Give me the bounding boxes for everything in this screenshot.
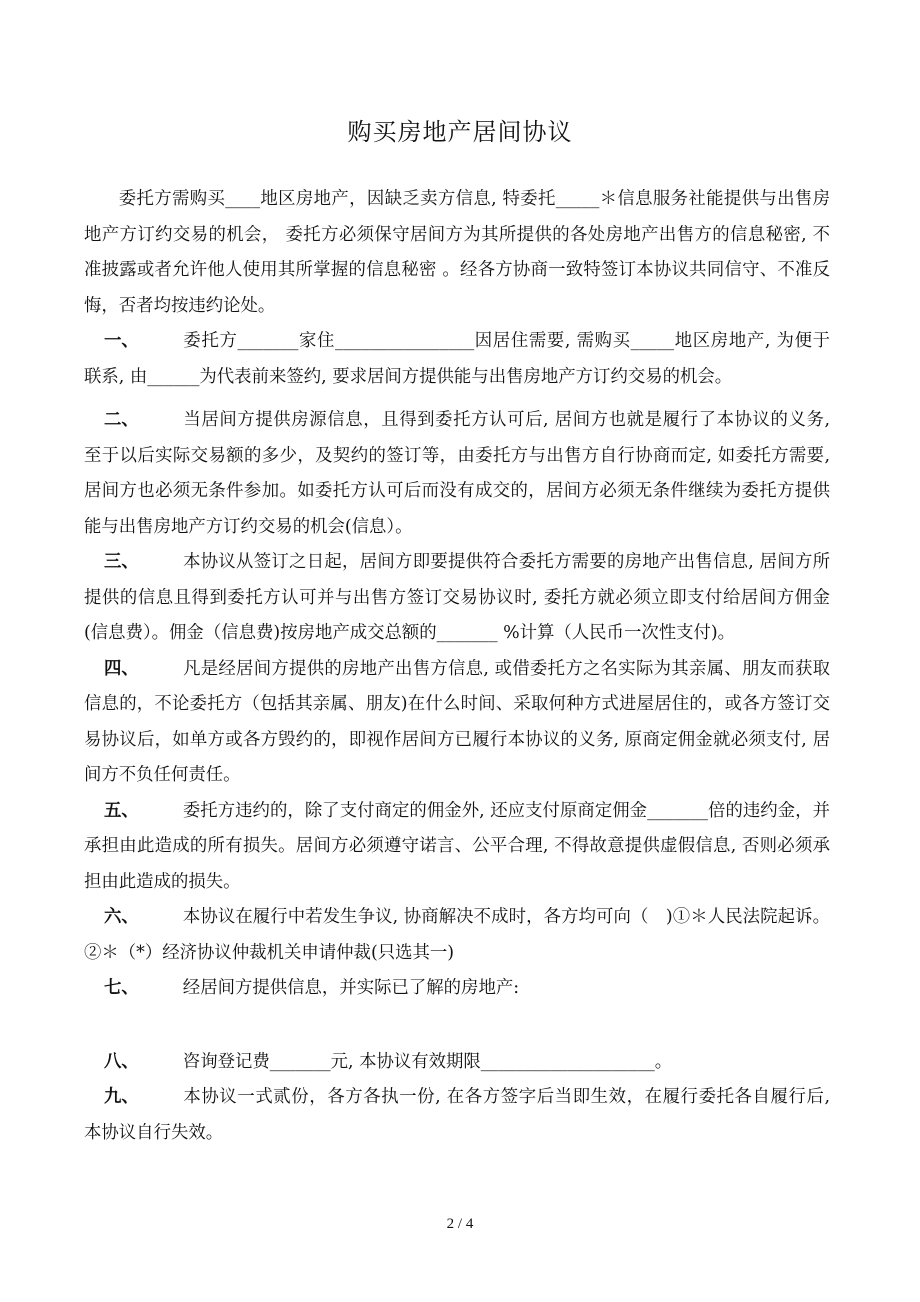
clause-4 [84,652,830,794]
blank-space [84,1007,830,1045]
clause-3 [84,545,830,652]
clause-text: 凡是经居间方提供的房地产出售方信息, 或借委托方之名实际为其亲属、朋友而获取信息的，不论委托方（包括其亲属、朋友)在什么时间、采取何种方式进屋居住的，或各方签订交易协议后，如单方或各方毁约的，即视作居间方已履行本协议的义务, 原商定佣金就必须支付, 居间方不负任何责任。 [84,658,830,785]
page-number: 2 / 4 [446,1216,474,1232]
clause-text: 委托方_______家住________________因居住需要, 需购买_____地区房地产, 为便于联系, 由______为代表前来签约, 要求居间方提供能与出售房地产方订约交易的机会。 [84,331,830,387]
clause-text: 本协议从签订之日起，居间方即要提供符合委托方需要的房地产出售信息, 居间方所提供的信息且得到委托方认可并与出售方签订交易协议时, 委托方就必须立即支付给居间方佣金(信息费）。佣金（信息费)按房地产成交总额的_______ %计算（人民币一次性支付)。 [84,552,830,643]
intro-paragraph: 委托方需购买____地区房地产，因缺乏卖方信息, 特委托_____＊信息服务社能提供与出售房地产方订约交易的机会， 委托方必须保守居间方为其所提供的各处房地产出售方的信息秘密, 不准披露或者允许他人使用其所掌握的信息秘密 。经各方协商一致特签订本协议共同信守、不准反悔，否者均按违约论处。 [84,189,830,316]
clause-7 [84,971,830,1007]
clause-number: 七、 [104,978,139,998]
clause-text: 本协议一式贰份，各方各执一份, 在各方签字后当即生效，在履行委托各自履行后, 本协议自行失效。 [84,1087,830,1143]
clause-text: 本协议在履行中若发生争议, 协商解决不成时，各方均可向（ )①＊人民法院起诉。②＊（*）经济协议仲裁机关申请仲裁(只选其一) [84,907,830,963]
clause-2 [84,403,830,545]
document-body [84,182,830,1151]
clause-text: 经居间方提供信息，并实际已了解的房地产: [182,978,520,998]
clause-number: 五、 [104,800,139,821]
clause-number: 四、 [104,658,139,679]
clause-number: 三、 [104,552,139,572]
clause-text: 当居间方提供房源信息，且得到委托方认可后, 居间方也就是履行了本协议的义务, 至于以后实际交易额的多少，及契约的签订等，由委托方与出售方自行协商而定, 如委托方需要, 居间方也必须无条件参加。如委托方认可后而没有成交的，居间方必须无条件继续为委托方提供能与出售房地产方订约交易的机会(信息）。 [84,410,830,537]
clause-number: 一、 [104,331,139,351]
clause-number: 八、 [104,1051,139,1072]
clause-number: 六、 [104,907,139,927]
clause-9 [84,1080,830,1151]
clause-text: 咨询登记费_______元, 本协议有效期限____________________。 [182,1051,673,1072]
clause-6 [84,900,830,971]
clause-1 [84,324,830,395]
clause-5 [84,794,830,901]
clause-number: 九、 [104,1087,139,1107]
clause-number: 二、 [104,410,139,430]
clause-8 [84,1045,830,1081]
document-title: 购买房地产居间协议 [347,118,573,146]
clause-text: 委托方违约的，除了支付商定的佣金外, 还应支付原商定佣金_______倍的违约金，并承担由此造成的所有损失。居间方必须遵守诺言、公平合理, 不得故意提供虚假信息, 否则必须承担由此造成的损失。 [84,800,830,892]
